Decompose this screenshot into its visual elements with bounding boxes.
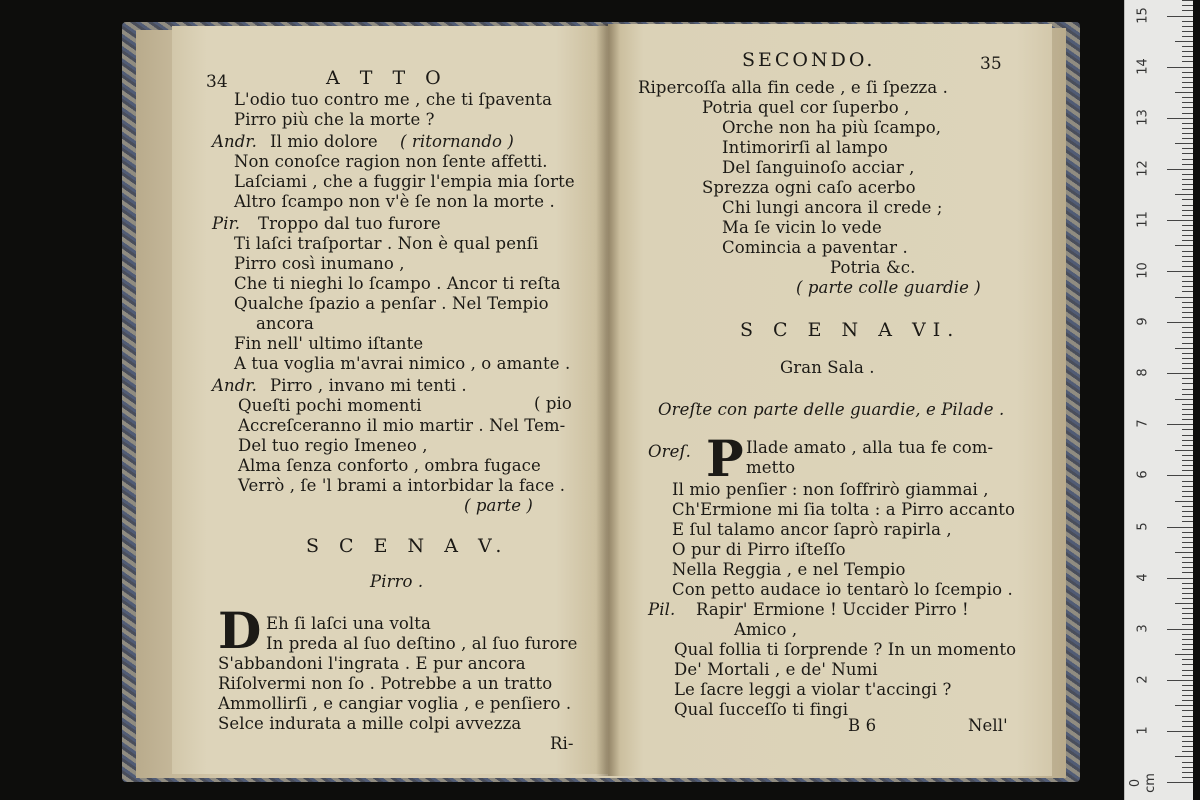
ruler-tick xyxy=(1182,670,1193,671)
text-line: Qual follia ti ſorprende ? In un momento xyxy=(674,640,1017,659)
ruler-tick xyxy=(1182,572,1193,573)
ruler-tick xyxy=(1182,281,1193,282)
ruler-tick xyxy=(1182,695,1193,696)
ruler-tick xyxy=(1182,159,1193,160)
ruler-number: 3 xyxy=(1135,624,1151,633)
stage-direction: Oreſte con parte delle guardie, e Pilade . xyxy=(658,400,1005,419)
ruler-zero-label: 0 cm xyxy=(1128,773,1158,793)
ruler-tick xyxy=(1182,36,1193,37)
text-line: Pirro , invano mi tenti . xyxy=(270,376,467,395)
ruler-number: 13 xyxy=(1135,108,1151,126)
text-line: metto xyxy=(746,458,796,477)
ruler-tick xyxy=(1182,537,1193,538)
ruler-tick xyxy=(1182,46,1193,47)
ruler-tick xyxy=(1175,245,1193,246)
text-line: Amico , xyxy=(734,620,798,639)
ruler-tick xyxy=(1182,51,1193,52)
speaker-label: Pir. xyxy=(212,214,241,233)
text-line: Che ti nieghi lo ſcampo . Ancor ti reſta xyxy=(234,274,561,293)
ruler-tick xyxy=(1175,501,1193,502)
ruler-tick xyxy=(1182,113,1193,114)
ruler-tick xyxy=(1182,481,1193,482)
ruler-tick xyxy=(1182,685,1193,686)
ruler-tick xyxy=(1182,460,1193,461)
drop-cap: P xyxy=(706,429,744,488)
ruler-tick xyxy=(1182,368,1193,369)
text-line: Chi lungi ancora il crede ; xyxy=(722,198,943,217)
catchword: Nell' xyxy=(968,716,1008,735)
ruler-tick xyxy=(1182,465,1193,466)
ruler-number: 12 xyxy=(1135,160,1151,177)
ruler-tick xyxy=(1182,506,1193,507)
ruler-tick xyxy=(1182,123,1193,124)
ruler-tick xyxy=(1167,118,1193,119)
text-line: Altro ſcampo non v'è ſe non la morte . xyxy=(234,192,555,211)
ruler-tick xyxy=(1182,61,1193,62)
ruler-tick xyxy=(1182,608,1193,609)
speaker-label: Oreſ. xyxy=(648,442,692,461)
ruler-tick xyxy=(1182,332,1193,333)
text-line: Ti laſci traſportar . Non è qual penſi xyxy=(234,234,539,253)
book-gutter xyxy=(596,24,620,776)
ruler-tick xyxy=(1167,782,1193,783)
ruler-tick xyxy=(1167,67,1193,68)
ruler-tick xyxy=(1182,389,1193,390)
measuring-ruler xyxy=(1124,0,1193,800)
catchword: Ri- xyxy=(550,734,574,753)
ruler-tick xyxy=(1175,756,1193,757)
ruler-tick xyxy=(1182,358,1193,359)
ruler-number: 6 xyxy=(1135,470,1151,480)
text-line: Nella Reggia , e nel Tempio xyxy=(672,560,906,579)
ruler-tick xyxy=(1167,220,1193,221)
text-line: S'abbandoni l'ingrata . E pur ancora xyxy=(218,654,526,673)
text-line: Queſti pochi momenti xyxy=(238,396,422,415)
ruler-tick xyxy=(1182,659,1193,660)
ruler-tick xyxy=(1182,429,1193,430)
ruler-tick xyxy=(1167,16,1193,17)
ruler-tick xyxy=(1182,583,1193,584)
text-line: Rapir' Ermione ! Uccider Pirro ! xyxy=(696,600,969,619)
page-number: 35 xyxy=(980,54,1002,74)
text-line: E ſul talamo ancor ſaprò rapirla , xyxy=(672,520,952,539)
ruler-tick xyxy=(1182,726,1193,727)
ruler-number: 15 xyxy=(1135,6,1151,24)
ruler-tick xyxy=(1182,256,1193,257)
running-head: A T T O xyxy=(326,67,448,89)
ruler-tick xyxy=(1182,184,1193,185)
ruler-tick xyxy=(1182,455,1193,456)
ruler-tick xyxy=(1182,394,1193,395)
ruler-tick xyxy=(1167,629,1193,630)
text-line: Accreſceranno il mio martir . Nel Tem- xyxy=(238,416,566,435)
ruler-tick xyxy=(1182,179,1193,180)
ruler-tick xyxy=(1182,302,1193,303)
ruler-tick xyxy=(1182,664,1193,665)
ruler-tick xyxy=(1182,588,1193,589)
ruler-tick xyxy=(1182,317,1193,318)
text-line: Troppo dal tuo furore xyxy=(258,214,441,233)
speaker-label: Pil. xyxy=(648,600,676,619)
ruler-tick xyxy=(1167,578,1193,579)
ruler-tick xyxy=(1182,716,1193,717)
text-line: Del ſanguinoſo acciar , xyxy=(722,158,915,177)
ruler-tick xyxy=(1175,194,1193,195)
text-line: Ilade amato , alla tua fe com- xyxy=(746,438,994,457)
ruler-tick xyxy=(1182,77,1193,78)
ruler-number: 4 xyxy=(1135,572,1151,582)
ruler-tick xyxy=(1182,0,1193,1)
ruler-tick xyxy=(1167,424,1193,425)
text-line: Ma ſe vicin lo vede xyxy=(722,218,882,237)
ruler-tick xyxy=(1182,624,1193,625)
ruler-tick xyxy=(1182,516,1193,517)
ruler-tick xyxy=(1182,547,1193,548)
ruler-tick xyxy=(1182,210,1193,211)
signature-mark: B 6 xyxy=(848,716,877,735)
text-line: O pur di Pirro iſteſſo xyxy=(672,540,846,559)
ruler-tick xyxy=(1167,322,1193,323)
ruler-tick xyxy=(1182,762,1193,763)
text-line: Alma ſenza conforto , ombra fugace xyxy=(238,456,541,475)
ruler-tick xyxy=(1167,475,1193,476)
ruler-tick xyxy=(1182,26,1193,27)
ruler-number: 9 xyxy=(1135,317,1151,326)
text-line: Il mio dolore xyxy=(270,132,378,151)
ruler-tick xyxy=(1175,654,1193,655)
ruler-tick xyxy=(1175,297,1193,298)
ruler-tick xyxy=(1182,644,1193,645)
ruler-tick xyxy=(1182,276,1193,277)
ruler-tick xyxy=(1182,562,1193,563)
ruler-tick xyxy=(1182,721,1193,722)
ruler-tick xyxy=(1182,557,1193,558)
ruler-tick xyxy=(1182,404,1193,405)
ruler-tick xyxy=(1182,87,1193,88)
ruler-tick xyxy=(1175,143,1193,144)
text-line: Pirro così inumano , xyxy=(234,254,405,273)
ruler-tick xyxy=(1182,491,1193,492)
ruler-tick xyxy=(1182,690,1193,691)
text-line: Qual ſucceſſo ti fingi xyxy=(674,700,849,719)
ruler-tick xyxy=(1182,286,1193,287)
ruler-number: 1 xyxy=(1135,726,1151,735)
page-number: 34 xyxy=(206,72,228,92)
text-line: De' Mortali , e de' Numi xyxy=(674,660,878,679)
ruler-tick xyxy=(1182,618,1193,619)
ruler-tick xyxy=(1167,169,1193,170)
text-line: Riſolvermi non ſo . Potrebbe a un tratto xyxy=(218,674,553,693)
ruler-tick xyxy=(1182,613,1193,614)
ruler-tick xyxy=(1182,225,1193,226)
text-line: Orche non ha più ſcampo, xyxy=(722,118,942,137)
left-page xyxy=(172,26,608,774)
ruler-tick xyxy=(1182,337,1193,338)
ruler-tick xyxy=(1182,378,1193,379)
ruler-tick xyxy=(1182,230,1193,231)
ruler-tick xyxy=(1182,261,1193,262)
ruler-tick xyxy=(1175,92,1193,93)
scene-setting: Gran Sala . xyxy=(780,358,875,377)
text-line: Eh ſi laſci una volta xyxy=(266,614,431,633)
text-line: Non conoſce ragion non ſente affetti. xyxy=(234,152,548,171)
ruler-tick xyxy=(1182,148,1193,149)
text-line: In preda al ſuo deſtino , al ſuo furore xyxy=(266,634,578,653)
ruler-tick xyxy=(1167,680,1193,681)
ruler-tick xyxy=(1182,251,1193,252)
scene-heading: S C E N A VI. xyxy=(740,319,961,341)
text-line: Verrò , ſe 'l brami a intorbidar la face . xyxy=(238,476,566,495)
right-page xyxy=(608,24,1052,776)
text-line: Pirro più che la morte ? xyxy=(234,110,435,129)
text-line: Potria &c. xyxy=(830,258,916,277)
ruler-tick xyxy=(1182,312,1193,313)
text-line: Ammollirſi , e cangiar voglia , e penſiero . xyxy=(218,694,572,713)
ruler-tick xyxy=(1182,102,1193,103)
ruler-number: 2 xyxy=(1135,675,1151,684)
ruler-tick xyxy=(1182,138,1193,139)
ruler-tick xyxy=(1182,21,1193,22)
ruler-number: 7 xyxy=(1135,419,1151,428)
ruler-tick xyxy=(1182,639,1193,640)
ruler-tick xyxy=(1182,746,1193,747)
speaker-label: Andr. xyxy=(212,132,257,151)
text-line: Qualche ſpazio a penſar . Nel Tempio xyxy=(234,294,549,313)
ruler-tick xyxy=(1182,107,1193,108)
ruler-tick xyxy=(1182,82,1193,83)
ruler-tick xyxy=(1182,675,1193,676)
ruler-tick xyxy=(1182,31,1193,32)
ruler-tick xyxy=(1182,593,1193,594)
ruler-tick xyxy=(1182,440,1193,441)
ruler-number: 5 xyxy=(1135,521,1151,531)
ruler-tick xyxy=(1182,736,1193,737)
text-line: Potria quel cor ſuperbo , xyxy=(702,98,910,117)
ruler-tick xyxy=(1182,235,1193,236)
ruler-tick xyxy=(1182,741,1193,742)
text-line: Le ſacre leggi a violar t'accingi ? xyxy=(674,680,952,699)
ruler-tick xyxy=(1175,399,1193,400)
ruler-tick xyxy=(1175,552,1193,553)
ruler-tick xyxy=(1182,383,1193,384)
text-line: Il mio penſier : non ſoffrirò giammai , xyxy=(672,480,989,499)
ruler-tick xyxy=(1182,199,1193,200)
ruler-tick xyxy=(1182,435,1193,436)
ruler-tick xyxy=(1182,409,1193,410)
drop-cap: D xyxy=(218,601,262,660)
ruler-tick xyxy=(1182,327,1193,328)
text-line: A tua voglia m'avrai nimico , o amante . xyxy=(234,354,571,373)
ruler-tick xyxy=(1182,521,1193,522)
text-line: Ch'Ermione mi ſia tolta : a Pirro accanto xyxy=(672,500,1016,519)
ruler-tick xyxy=(1182,419,1193,420)
text-line: Selce indurata a mille colpi avvezza xyxy=(218,714,522,733)
ruler-number: 11 xyxy=(1135,211,1151,228)
ruler-number: 14 xyxy=(1135,57,1151,75)
ruler-tick xyxy=(1182,174,1193,175)
ruler-tick xyxy=(1182,445,1193,446)
text-line: Sprezza ogni caſo acerbo xyxy=(702,178,916,197)
ruler-tick xyxy=(1182,777,1193,778)
text-line: Con petto audace io tentarò lo ſcempio . xyxy=(672,580,1013,599)
ruler-tick xyxy=(1182,751,1193,752)
ruler-tick xyxy=(1182,532,1193,533)
ruler-tick xyxy=(1182,128,1193,129)
stage-direction: ( parte colle guardie ) xyxy=(796,278,981,297)
ruler-tick xyxy=(1182,291,1193,292)
ruler-tick xyxy=(1182,56,1193,57)
ruler-tick xyxy=(1182,5,1193,6)
ruler-tick xyxy=(1182,266,1193,267)
ruler-tick xyxy=(1182,189,1193,190)
ruler-tick xyxy=(1175,705,1193,706)
speaker-label: Andr. xyxy=(212,376,257,395)
ruler-tick xyxy=(1182,486,1193,487)
text-line: ( pio xyxy=(534,394,572,413)
ruler-tick xyxy=(1182,649,1193,650)
ruler-tick xyxy=(1182,97,1193,98)
ruler-tick xyxy=(1182,634,1193,635)
ruler-tick xyxy=(1182,470,1193,471)
ruler-tick xyxy=(1182,414,1193,415)
ruler-tick xyxy=(1182,215,1193,216)
ruler-tick xyxy=(1167,271,1193,272)
ruler-tick xyxy=(1182,240,1193,241)
ruler-tick xyxy=(1182,772,1193,773)
running-head: SECONDO. xyxy=(742,49,876,71)
ruler-tick xyxy=(1175,41,1193,42)
ruler-tick xyxy=(1182,700,1193,701)
ruler-tick xyxy=(1182,10,1193,11)
text-line: Fin nell' ultimo iſtante xyxy=(234,334,424,353)
scene-heading: S C E N A V. xyxy=(306,535,509,557)
ruler-tick xyxy=(1182,567,1193,568)
ruler-tick xyxy=(1182,542,1193,543)
text-line: Intimorirſi al lampo xyxy=(722,138,888,157)
ruler-number: 8 xyxy=(1135,368,1151,377)
ruler-tick xyxy=(1182,363,1193,364)
ruler-tick xyxy=(1167,527,1193,528)
ruler-tick xyxy=(1182,496,1193,497)
ruler-tick xyxy=(1182,72,1193,73)
ruler-tick xyxy=(1182,767,1193,768)
ruler-tick xyxy=(1175,348,1193,349)
ruler-tick xyxy=(1182,164,1193,165)
text-line: Laſciami , che a fuggir l'empia mia ſorte xyxy=(234,172,575,191)
ruler-tick xyxy=(1175,603,1193,604)
ruler-tick xyxy=(1182,598,1193,599)
ruler-tick xyxy=(1182,153,1193,154)
ruler-tick xyxy=(1182,511,1193,512)
stage-direction: ( ritornando ) xyxy=(400,132,514,151)
ruler-number: 10 xyxy=(1135,262,1151,279)
text-line: ancora xyxy=(256,314,314,333)
ruler-tick xyxy=(1182,353,1193,354)
ruler-tick xyxy=(1182,343,1193,344)
scene-character: Pirro . xyxy=(370,572,424,591)
text-line: Del tuo regio Imeneo , xyxy=(238,436,428,455)
ruler-tick xyxy=(1182,205,1193,206)
text-line: Ripercoſſa alla fin cede , e ſi ſpezza . xyxy=(638,78,948,97)
ruler-tick xyxy=(1167,373,1193,374)
stage-direction: ( parte ) xyxy=(464,496,533,515)
ruler-tick xyxy=(1182,307,1193,308)
ruler-tick xyxy=(1167,731,1193,732)
ruler-tick xyxy=(1182,133,1193,134)
text-line: Comincia a paventar . xyxy=(722,238,908,257)
ruler-tick xyxy=(1175,450,1193,451)
text-line: L'odio tuo contro me , che ti ſpaventa xyxy=(234,90,553,109)
ruler-tick xyxy=(1182,710,1193,711)
